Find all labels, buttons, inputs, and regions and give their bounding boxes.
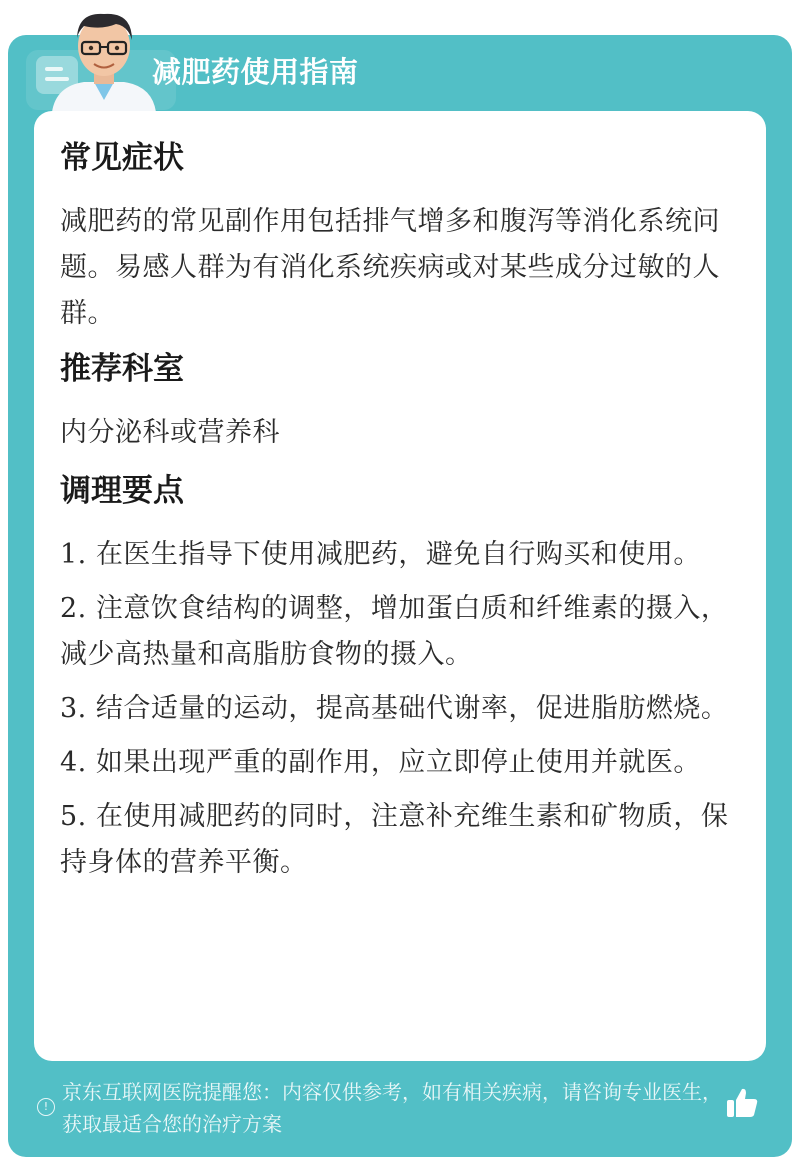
department-heading: 推荐科室: [60, 351, 184, 387]
list-item: [60, 794, 740, 886]
list-item-number: 3.: [60, 693, 87, 724]
care-heading: 调理要点: [60, 473, 184, 509]
list-item: [60, 586, 740, 678]
info-icon: !: [37, 1098, 55, 1116]
thumbs-up-icon[interactable]: [724, 1085, 760, 1121]
content-card: [34, 111, 766, 1061]
care-list: [60, 532, 740, 894]
doctor-avatar: [44, 4, 164, 112]
page-title: 减肥药使用指南: [152, 55, 359, 89]
list-item: [60, 686, 740, 732]
list-item: [60, 532, 740, 578]
list-item-text: 在使用减肥药的同时，注意补充维生素和矿物质，保持身体的营养平衡。: [60, 801, 729, 878]
list-item-text: 结合适量的运动，提高基础代谢率，促进脂肪燃烧。: [86, 693, 729, 724]
list-item-number: 1.: [60, 539, 87, 570]
list-item-number: 5.: [60, 801, 87, 832]
list-item-text: 如果出现严重的副作用，应立即停止使用并就医。: [86, 747, 701, 778]
symptoms-text: 减肥药的常见副作用包括排气增多和腹泻等消化系统问题。易感人群为有消化系统疾病或对某些成分过敏的人群。: [60, 206, 720, 329]
list-item-number: 2.: [60, 593, 87, 624]
department-text: 内分泌科或营养科: [60, 417, 280, 448]
symptoms-heading: 常见症状: [60, 140, 184, 176]
list-item-text: 在医生指导下使用减肥药，避免自行购买和使用。: [86, 539, 701, 570]
list-item: [60, 740, 740, 786]
list-item-number: 4.: [60, 747, 87, 778]
list-item-text: 注意饮食结构的调整，增加蛋白质和纤维素的摄入，减少高热量和高脂肪食物的摄入。: [60, 593, 729, 670]
footer-disclaimer: 京东互联网医院提醒您：内容仅供参考，如有相关疾病，请咨询专业医生，获取最适合您的治疗方案: [62, 1080, 722, 1136]
